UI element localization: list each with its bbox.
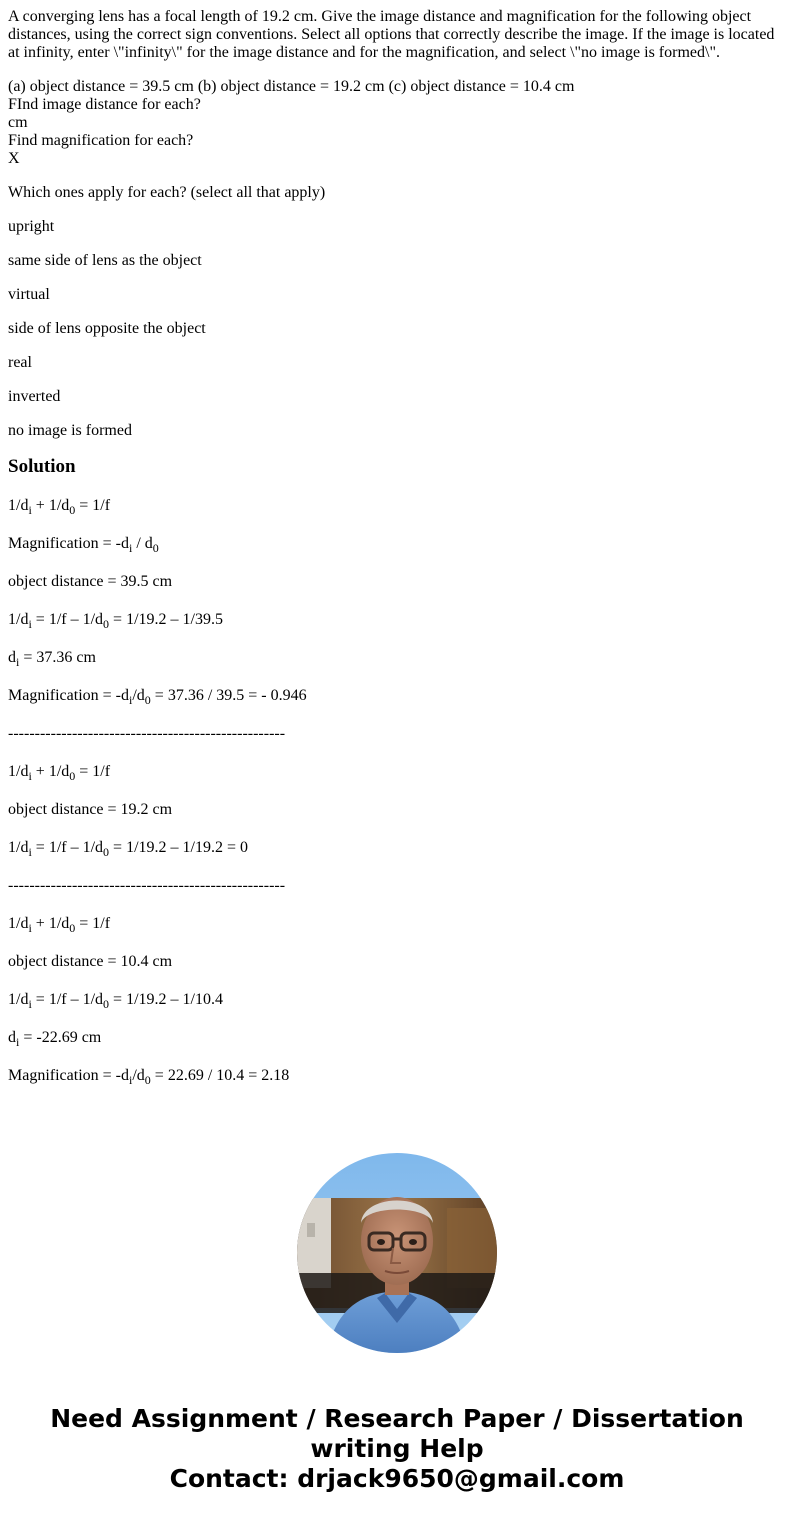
solution-title: Solution xyxy=(8,456,76,477)
avatar xyxy=(297,1153,497,1353)
option-real: real xyxy=(8,354,32,371)
which-apply-prompt: Which ones apply for each? (select all that apply) xyxy=(8,184,326,201)
option-inverted: inverted xyxy=(8,388,61,405)
divider: ---------------------------------------------------- xyxy=(8,877,286,894)
calculation-a: $1/d_i = 1/f - 1/d_0 = 1/19.2 - 1/39.5$ xyxy=(8,611,223,631)
object-distances: (a) object distance = 39.5 cm (b) object distance = 19.2 cm (c) object distance = 10.4 cm xyxy=(8,78,575,95)
option-opposite-side: side of lens opposite the object xyxy=(8,320,206,337)
find-image-distance-prompt: FInd image distance for each? xyxy=(8,96,201,113)
magnification-definition: Magnification = $-d_i / d_0$ xyxy=(8,535,159,555)
question-intro: A converging lens has a focal length of 19.2 cm. Give the image distance and magnification for the following object distances, using the correct sign conventions. Select all options that correctly describe the image. If the image is located at infinity, enter \"infinity\" for the image distance and for the magnification, and select \"no image is formed\". xyxy=(8,8,775,61)
object-distance-b: object distance = 19.2 cm xyxy=(8,801,173,818)
x-mark: X xyxy=(8,150,20,167)
object-distance-a: object distance = 39.5 cm xyxy=(8,573,173,590)
lens-equation: $1/d_i + 1/d_0 = 1/f$ xyxy=(8,497,111,517)
magnification-c: Magnification = $-d_i/d_0 = 22.69 / 10.4 = 2.18$ xyxy=(8,1067,290,1087)
calculation-c: $1/d_i = 1/f - 1/d_0 = 1/19.2 - 1/10.4$ xyxy=(8,991,223,1011)
promo-line-1: Need Assignment / Research Paper / Dissertation xyxy=(50,1404,744,1433)
calculation-b: $1/d_i = 1/f - 1/d_0 = 1/19.2 - 1/19.2 = 0$ xyxy=(8,839,248,859)
image-distance-c: $d_i = -22.69$ cm xyxy=(8,1029,102,1049)
object-distance-c: object distance = 10.4 cm xyxy=(8,953,173,970)
option-upright: upright xyxy=(8,218,55,235)
question-body xyxy=(8,78,786,168)
solution-body xyxy=(8,496,786,1085)
option-virtual: virtual xyxy=(8,286,50,303)
divider: ---------------------------------------------------- xyxy=(8,725,286,742)
unit-label: cm xyxy=(8,114,28,131)
lens-equation: $1/d_i + 1/d_0 = 1/f$ xyxy=(8,915,111,935)
promo-line-2: writing Help xyxy=(310,1434,484,1463)
option-same-side: same side of lens as the object xyxy=(8,252,202,269)
lens-equation: $1/d_i + 1/d_0 = 1/f$ xyxy=(8,763,111,783)
magnification-a: Magnification = $-d_i/d_0 = 37.36 / 39.5$ = - 0.946 xyxy=(8,687,307,707)
tutor-photo xyxy=(297,1153,497,1353)
image-distance-a: $d_i = 37.36$ cm xyxy=(8,649,96,669)
promo-banner xyxy=(0,1404,794,1494)
contact-email: Contact: drjack9650@gmail.com xyxy=(169,1464,625,1493)
option-no-image: no image is formed xyxy=(8,422,132,439)
find-magnification-prompt: Find magnification for each? xyxy=(8,132,194,149)
